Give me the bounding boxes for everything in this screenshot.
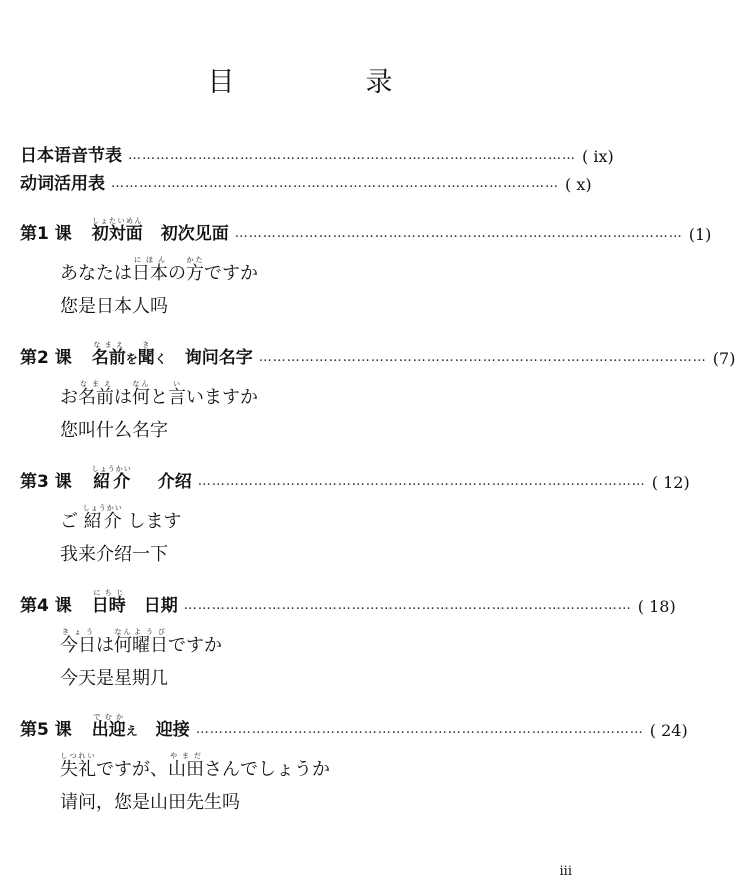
lesson-3-cn-sentence: 我来介绍一下 — [60, 544, 168, 565]
toc-entry-label: 动词活用表 — [20, 174, 105, 194]
page-title: 目 录 — [207, 67, 445, 98]
lesson-number: 第1 课 — [20, 224, 72, 244]
leader-dots: …………………………………………………………………………………… — [183, 598, 632, 613]
toc-entry-lesson-3[interactable] — [20, 465, 690, 492]
lesson-1-cn-sentence: 您是日本人吗 — [60, 296, 168, 317]
leader-dots: …………………………………………………………………………………… — [258, 350, 707, 365]
lesson-page: (7) — [712, 349, 735, 368]
lesson-2-jp-sentence: お名前なまえは何なんと言いいますか — [60, 380, 258, 408]
page-number: iii — [559, 864, 572, 879]
lesson-page: ( 12) — [651, 473, 690, 492]
toc-entry-lesson-1[interactable] — [20, 217, 712, 244]
lesson-title-cn: 介绍 — [157, 472, 192, 492]
lesson-4-jp-sentence: 今日きょうは何なん曜日ようびですか — [60, 628, 222, 656]
leader-dots: …………………………………………………………………………………… — [195, 722, 644, 737]
lesson-title-jp: 出迎でむかえ — [91, 713, 138, 740]
lesson-title-jp: 初対面しょたいめん — [91, 217, 143, 244]
leader-dots: …………………………………………………………………………………… — [128, 148, 576, 163]
lesson-number: 第4 课 — [20, 596, 72, 616]
leader-dots: …………………………………………………………………………………… — [197, 474, 646, 489]
toc-entry-page: ( ⅸ) — [582, 147, 614, 166]
toc-entry-syllabary[interactable] — [20, 140, 614, 166]
toc-entry-verb-table[interactable] — [20, 168, 592, 194]
leader-dots: …………………………………………………………………………………… — [234, 226, 683, 241]
lesson-4-cn-sentence: 今天是星期几 — [60, 668, 168, 689]
lesson-number: 第3 课 — [20, 472, 72, 492]
lesson-page: ( 24) — [649, 721, 688, 740]
lesson-3-jp-sentence: ご 紹介しょうかい します — [60, 504, 182, 532]
lesson-page: (1) — [688, 225, 712, 244]
lesson-title-cn: 询问名字 — [184, 348, 253, 368]
lesson-number: 第2 课 — [20, 348, 72, 368]
toc-entry-label: 日本语音节表 — [20, 146, 122, 166]
lesson-page: ( 18) — [637, 597, 676, 616]
lesson-1-jp-sentence: あなたは日本にほんの方かたですか — [60, 256, 258, 284]
toc-entry-lesson-2[interactable] — [20, 341, 735, 368]
lesson-title-jp: 日時にちじ — [91, 589, 126, 616]
lesson-5-jp-sentence: 失礼しつれいですが、山田やまださんでしょうか — [60, 752, 330, 780]
lesson-title-cn: 日期 — [143, 596, 178, 616]
lesson-number: 第5 课 — [20, 720, 72, 740]
lesson-title-jp: 名前なまえを聞きく — [91, 341, 167, 368]
toc-entry-lesson-4[interactable] — [20, 589, 676, 616]
toc-entry-page: ( ⅹ) — [565, 175, 592, 194]
lesson-title-cn: 初次见面 — [160, 224, 229, 244]
lesson-title-cn: 迎接 — [155, 720, 190, 740]
lesson-5-cn-sentence: 请问，您是山田先生吗 — [60, 792, 240, 813]
toc-entry-lesson-5[interactable] — [20, 713, 688, 740]
leader-dots: …………………………………………………………………………………… — [111, 176, 559, 191]
lesson-title-jp: 紹介しょうかい — [91, 465, 132, 492]
lesson-2-cn-sentence: 您叫什么名字 — [60, 420, 168, 441]
